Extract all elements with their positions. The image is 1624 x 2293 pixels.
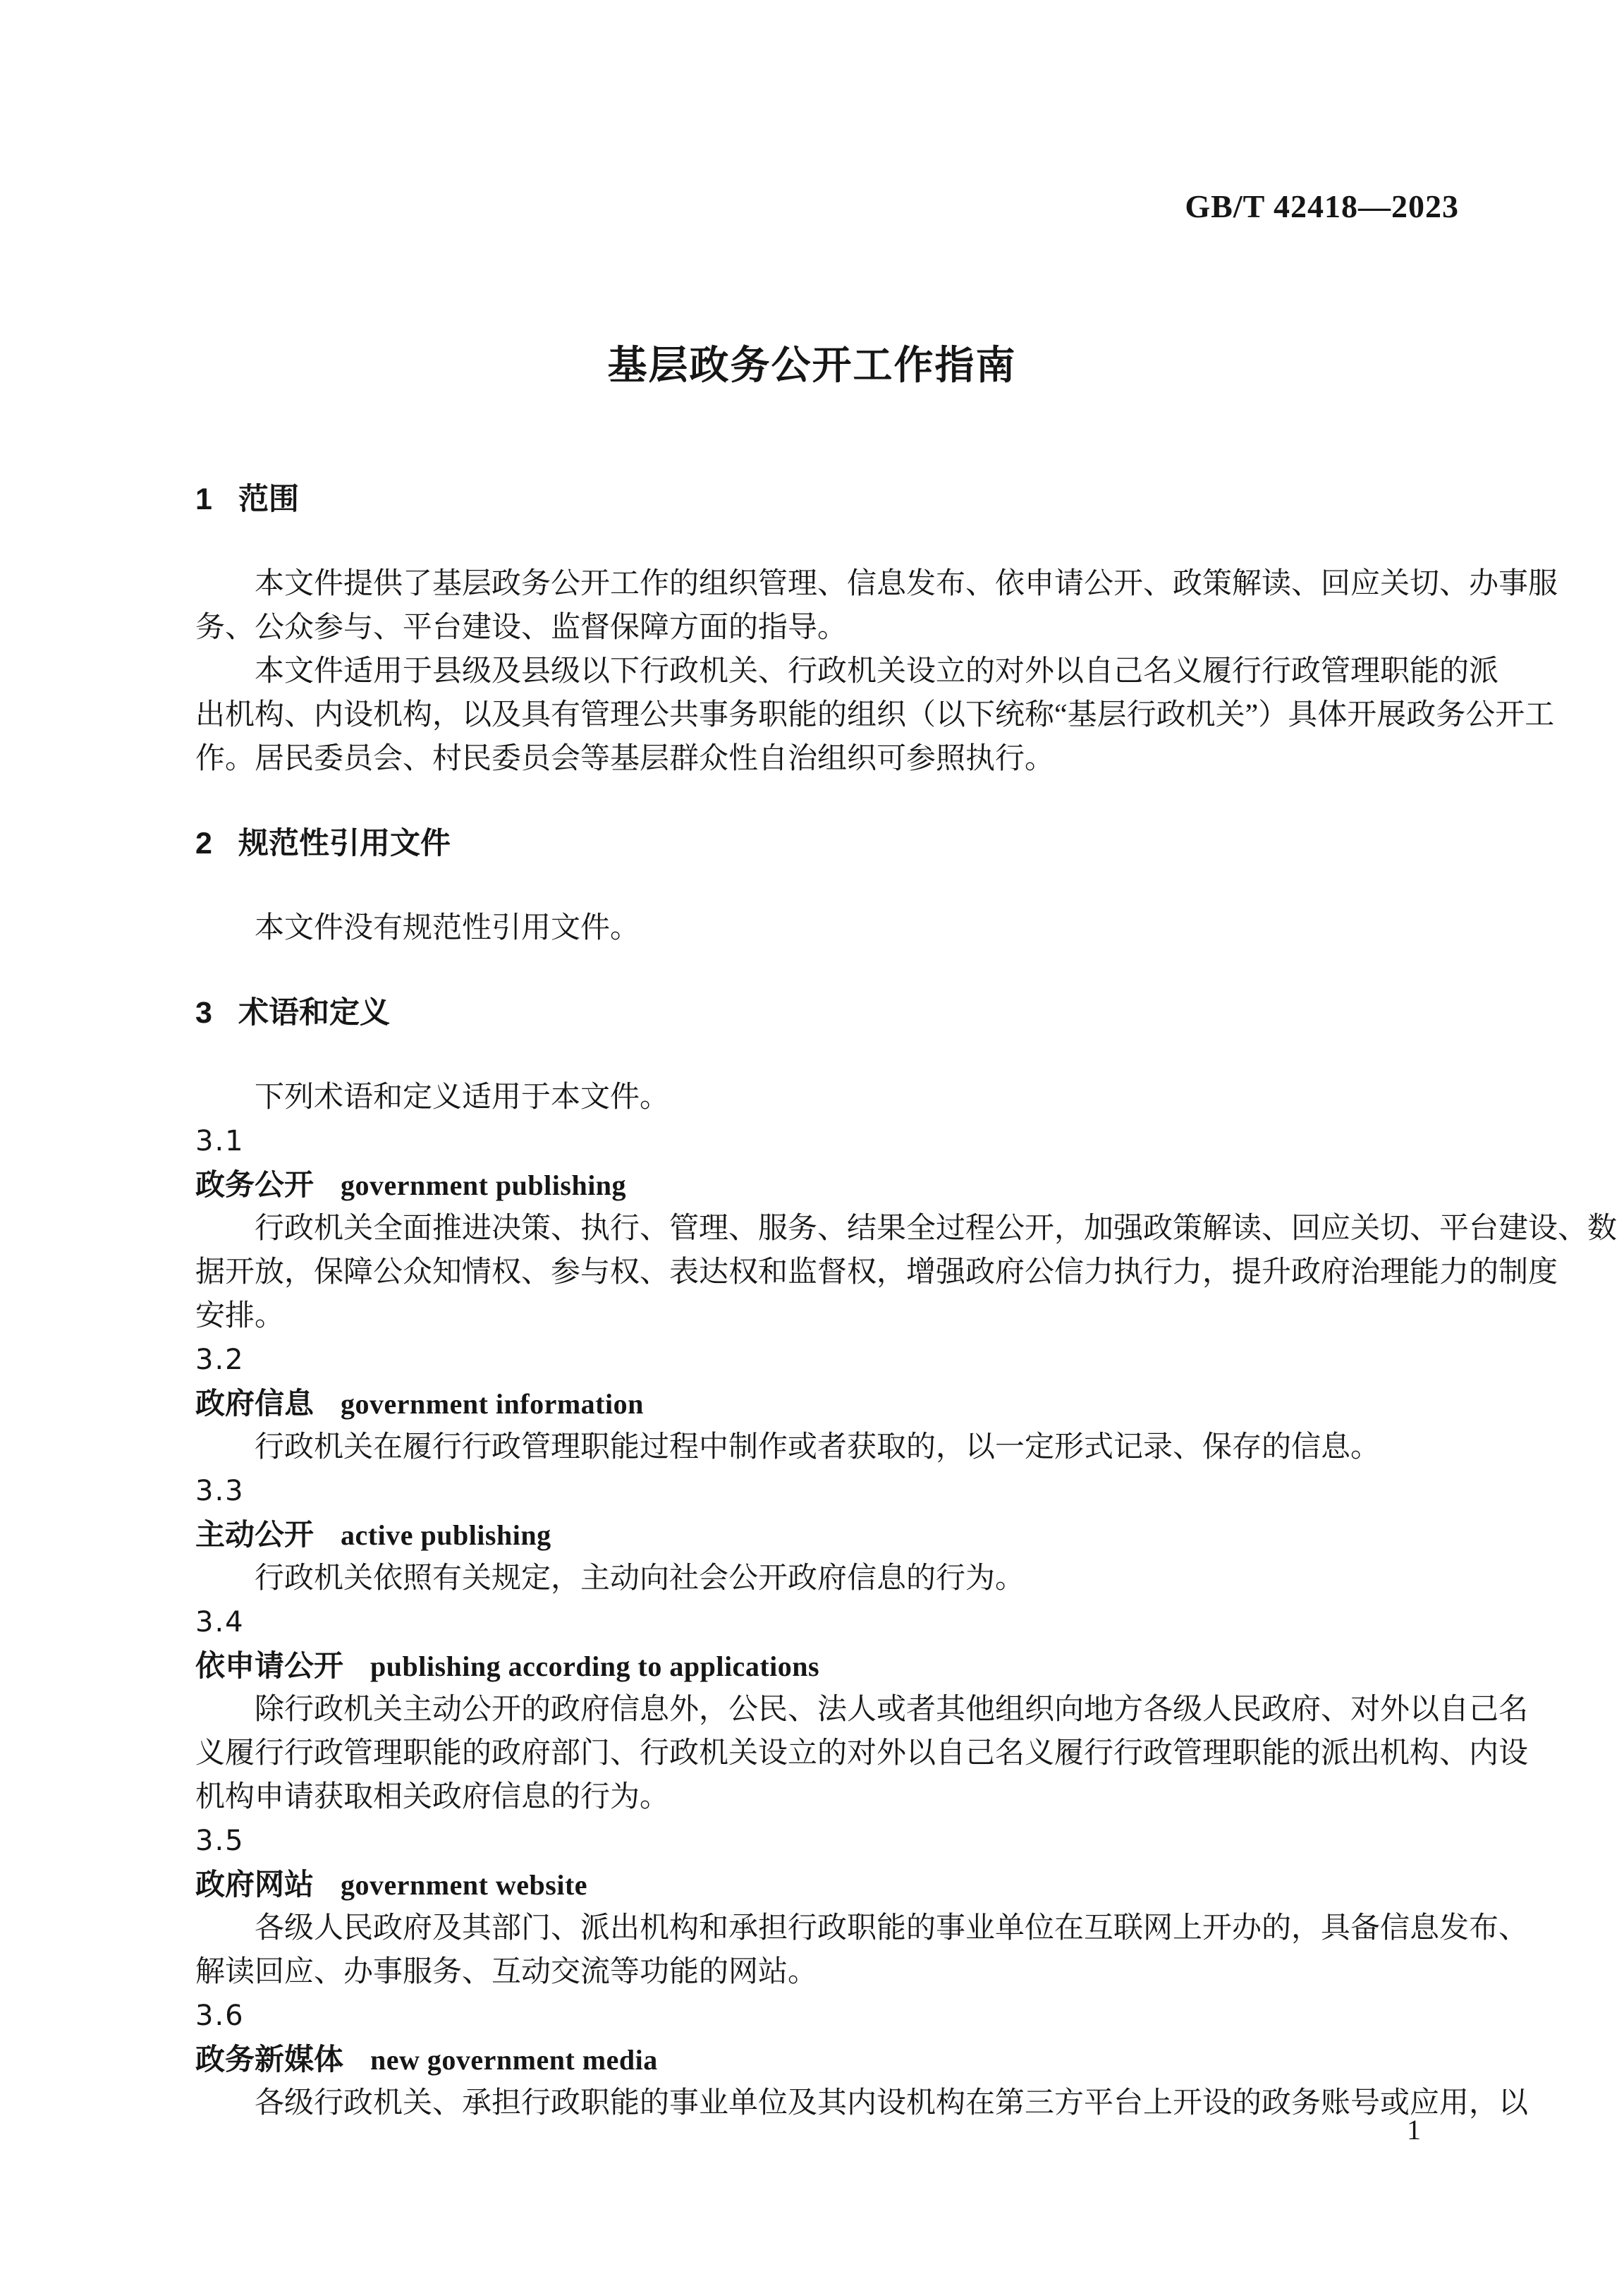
clause-number: 1 [195,482,212,516]
body-text-line: 下列术语和定义适用于本文件。 [255,1081,670,1114]
body-text-line: 各级人民政府及其部门、派出机构和承担行政职能的事业单位在互联网上开办的，具备信息发布、 [255,1912,1529,1945]
term-zh: 主动公开 [195,1518,315,1551]
term-en: government information [341,1388,644,1420]
body-text-line: 本文件提供了基层政务公开工作的组织管理、信息发布、依申请公开、政策解读、回应关切、办事服 [255,568,1558,600]
term-zh: 政府网站 [195,1868,315,1901]
clause-number: 2 [195,827,212,860]
body-text-line: 安排。 [195,1300,285,1332]
term-zh: 政务新媒体 [195,2043,344,2076]
page-number: 1 [1407,2114,1421,2146]
term-en: government website [341,1869,588,1901]
term-en: government publishing [341,1169,627,1201]
body-text-line: 出机构、内设机构，以及具有管理公共事务职能的组织（以下统称“基层行政机关”）具体开展政务公开工 [195,699,1555,731]
subclause-number: 3.2 [195,1344,245,1376]
body-text-line: 行政机关在履行行政管理职能过程中制作或者获取的，以一定形式记录、保存的信息。 [255,1431,1381,1464]
clause-heading [195,822,1464,865]
term-definition-line [195,2038,1464,2081]
body-text-line: 义履行行政管理职能的政府部门、行政机关设立的对外以自己名义履行行政管理职能的派出机构、内设 [195,1737,1529,1770]
term-zh: 政务公开 [195,1168,315,1201]
body-text-line: 本文件没有规范性引用文件。 [255,912,640,944]
body-text-line: 解读回应、办事服务、互动交流等功能的网站。 [195,1956,818,1988]
term-en: new government media [370,2044,658,2076]
standard-number: GB/T 42418—2023 [1185,188,1459,224]
clause-heading [195,478,1464,521]
document-title: 基层政务公开工作指南 [607,343,1017,387]
term-en: publishing according to applications [370,1650,820,1682]
subclause-number: 3.3 [195,1475,245,1507]
term-definition-line [195,1863,1464,1906]
body-text-line: 机构申请获取相关政府信息的行为。 [195,1781,670,1813]
body-text-line: 各级行政机关、承担行政职能的事业单位及其内设机构在第三方平台上开设的政务账号或应用，以 [255,2087,1529,2119]
clause-title: 规范性引用文件 [238,827,451,860]
document-body [195,437,1618,2125]
term-zh: 政府信息 [195,1387,315,1420]
subclause-number: 3.1 [195,1125,245,1157]
term-definition-line [195,1644,1464,1688]
term-en: active publishing [341,1519,551,1551]
clause-title: 范围 [238,482,299,516]
body-text-line: 据开放，保障公众知情权、参与权、表达权和监督权，增强政府公信力执行力，提升政府治理能力的制度 [195,1256,1558,1289]
term-zh: 依申请公开 [195,1649,344,1682]
body-text-line: 务、公众参与、平台建设、监督保障方面的指导。 [195,612,848,644]
clause-heading [195,991,1464,1035]
body-text-line: 作。居民委员会、村民委员会等基层群众性自治组织可参照执行。 [195,743,1055,775]
clause-number: 3 [195,996,212,1030]
subclause-number: 3.6 [195,2000,245,2032]
term-definition-line [195,1382,1464,1425]
clause-title: 术语和定义 [238,996,390,1030]
body-text-line: 行政机关全面推进决策、执行、管理、服务、结果全过程公开，加强政策解读、回应关切、平台建设、数 [255,1212,1618,1245]
term-definition-line [195,1163,1464,1207]
subclause-number: 3.5 [195,1825,245,1857]
body-text-line: 除行政机关主动公开的政府信息外，公民、法人或者其他组织向地方各级人民政府、对外以自己名 [255,1693,1529,1726]
body-text-line: 行政机关依照有关规定，主动向社会公开政府信息的行为。 [255,1562,1025,1595]
body-text-line: 本文件适用于县级及县级以下行政机关、行政机关设立的对外以自己名义履行行政管理职能的派 [255,655,1499,688]
term-definition-line [195,1513,1464,1557]
subclause-number: 3.4 [195,1606,245,1638]
